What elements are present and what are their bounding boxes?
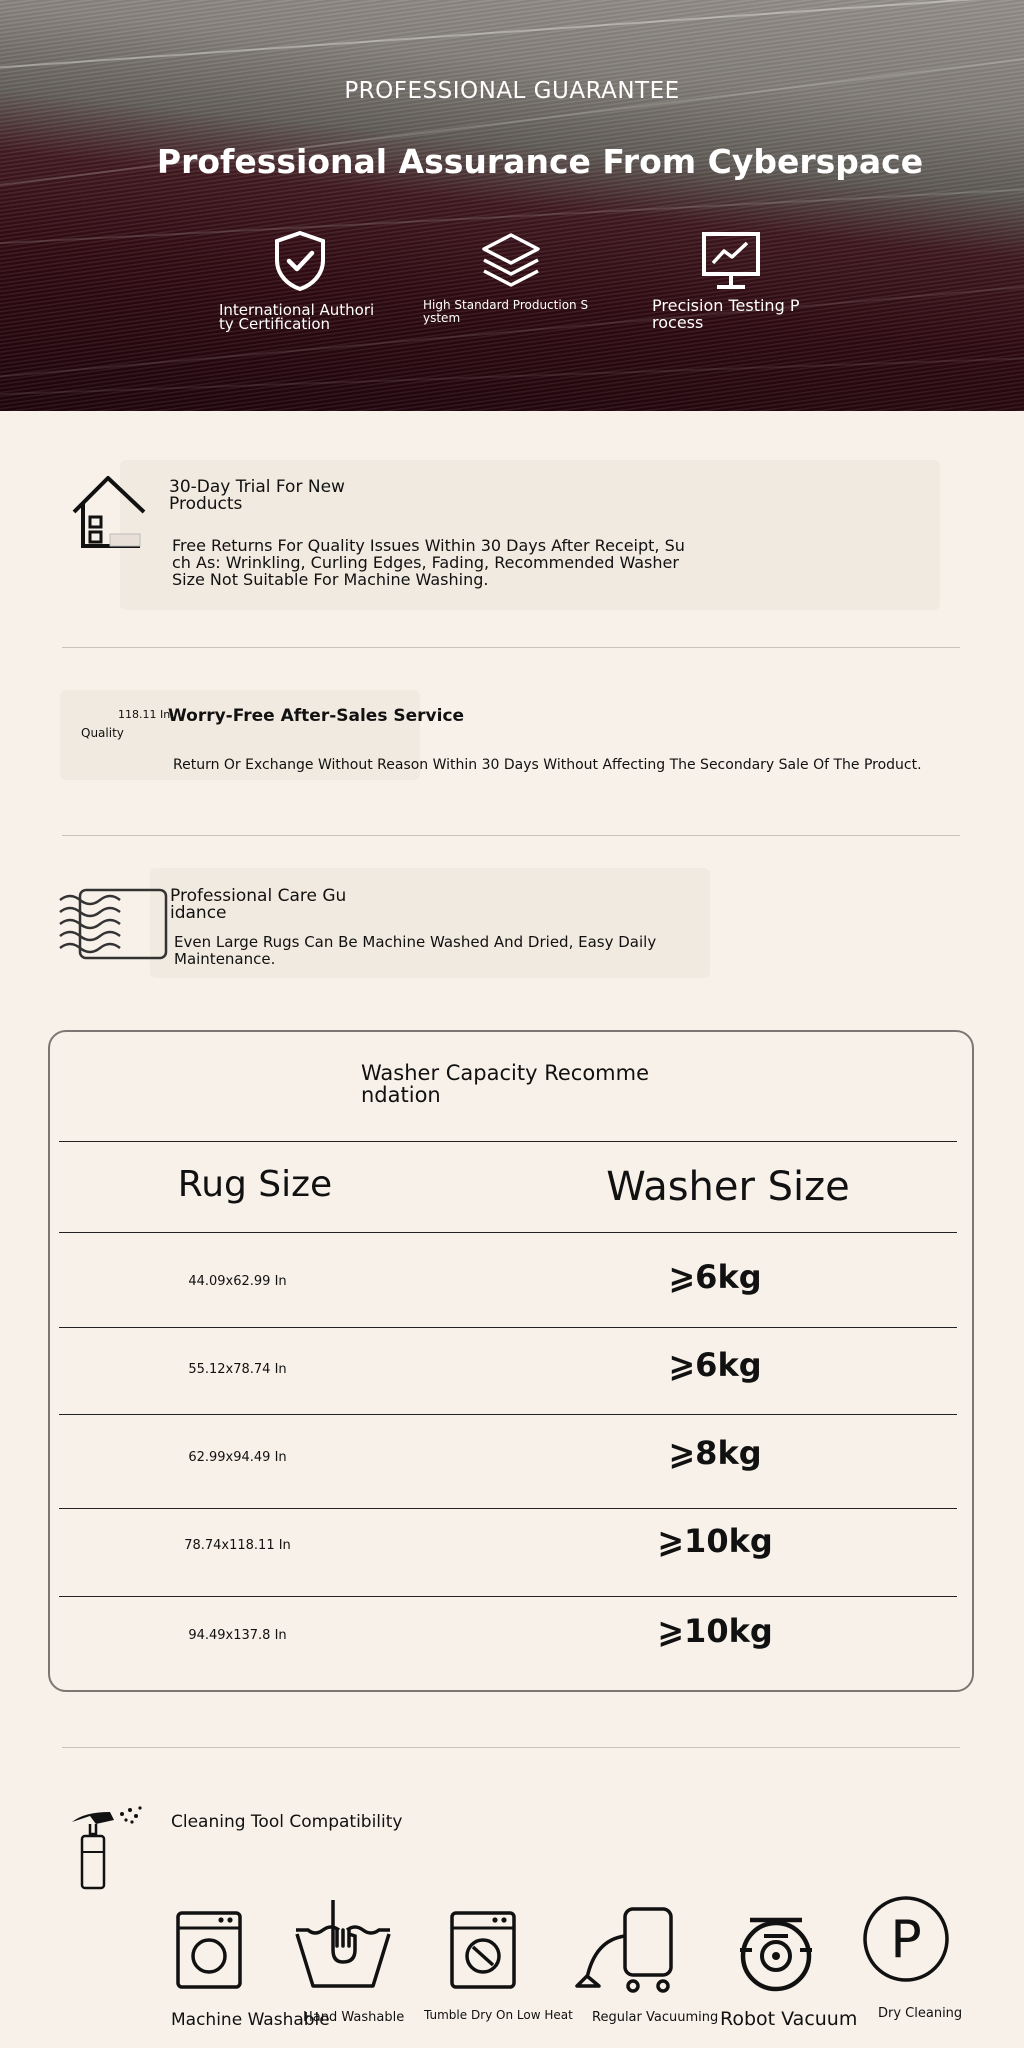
feature-label-production: High Standard Production S ystem	[423, 298, 589, 325]
trial-description: Free Returns For Quality Issues Within 30 Days After Receipt, Su ch As: Wrinkling, Curling Edges, Fading, Recommended Washer Size Not Suitable For Machine Washing.	[172, 536, 685, 589]
after-sales-title: Worry-Free After-Sales Service	[168, 706, 465, 726]
hero-subtitle: PROFESSIONAL GUARANTEE	[344, 78, 680, 104]
washer-size-header: Washer Size	[606, 1164, 850, 1210]
dry-cleaning-letter: P	[890, 1910, 922, 1970]
rug-size-cell: 94.49x137.8 In	[188, 1628, 287, 1643]
after-sales-description: Return Or Exchange Without Reason Within 30 Days Without Affecting The Secondary Sale Of The Product.	[173, 757, 922, 773]
washer-size-cell: ⩾6kg	[668, 1346, 762, 1384]
tool-label-hand-washable: Hand Washable	[303, 2010, 405, 2025]
table-rule	[59, 1414, 957, 1415]
care-waves-icon	[58, 886, 170, 962]
capacity-title: Washer Capacity Recomme ndation	[361, 1061, 650, 1107]
trial-title: 30-Day Trial For New Products	[169, 477, 345, 514]
rug-size-badge: 118.11 In	[118, 708, 171, 721]
hero-banner	[0, 0, 1024, 411]
rug-size-cell: 44.09x62.99 In	[188, 1274, 287, 1289]
table-rule	[59, 1327, 957, 1328]
tool-label-dry-cleaning: Dry Cleaning	[878, 2006, 963, 2021]
care-description: Even Large Rugs Can Be Machine Washed And Dried, Easy Daily Maintenance.	[174, 933, 657, 968]
house-icon	[70, 474, 148, 550]
section-divider	[62, 835, 960, 836]
care-title: Professional Care Gu idance	[170, 886, 347, 923]
table-rule	[59, 1232, 957, 1233]
monitor-chart-icon	[700, 230, 762, 292]
vacuum-icon	[575, 1906, 675, 1994]
rug-size-cell: 62.99x94.49 In	[188, 1450, 287, 1465]
feature-label-testing: Precision Testing P rocess	[652, 296, 800, 332]
table-rule	[59, 1508, 957, 1509]
quality-badge: Quality	[81, 726, 124, 740]
section-divider	[62, 647, 960, 648]
tools-title: Cleaning Tool Compatibility	[171, 1812, 403, 1832]
washing-machine-icon	[175, 1910, 243, 1990]
rug-size-cell: 55.12x78.74 In	[188, 1362, 287, 1377]
spray-bottle-icon	[70, 1804, 146, 1890]
shield-check-icon	[272, 230, 328, 292]
dry-cleaning-icon	[862, 1895, 950, 1983]
washer-capacity-card	[48, 1030, 974, 1692]
tool-label-regular-vacuuming: Regular Vacuuming	[592, 2010, 719, 2025]
tool-label-robot-vacuum: Robot Vacuum	[720, 2008, 858, 2030]
washer-size-cell: ⩾8kg	[668, 1434, 762, 1472]
hero-title: Professional Assurance From Cyberspace	[156, 142, 924, 181]
washer-size-cell: ⩾10kg	[657, 1522, 773, 1560]
tumble-dry-icon	[449, 1910, 517, 1990]
layers-icon	[480, 232, 542, 290]
rug-size-cell: 78.74x118.11 In	[184, 1538, 291, 1553]
hand-wash-icon	[293, 1900, 393, 1990]
feature-label-certification: International Authori ty Certification	[219, 301, 375, 333]
table-rule	[59, 1141, 957, 1142]
washer-size-cell: ⩾6kg	[668, 1258, 762, 1296]
robot-vacuum-icon	[736, 1914, 816, 1994]
rug-size-header: Rug Size	[177, 1164, 333, 1205]
tool-label-tumble-dry: Tumble Dry On Low Heat	[424, 2008, 573, 2022]
tool-label-machine-washable: Machine Washable	[171, 2010, 330, 2030]
washer-size-cell: ⩾10kg	[657, 1612, 773, 1650]
section-divider	[62, 1747, 960, 1748]
table-rule	[59, 1596, 957, 1597]
